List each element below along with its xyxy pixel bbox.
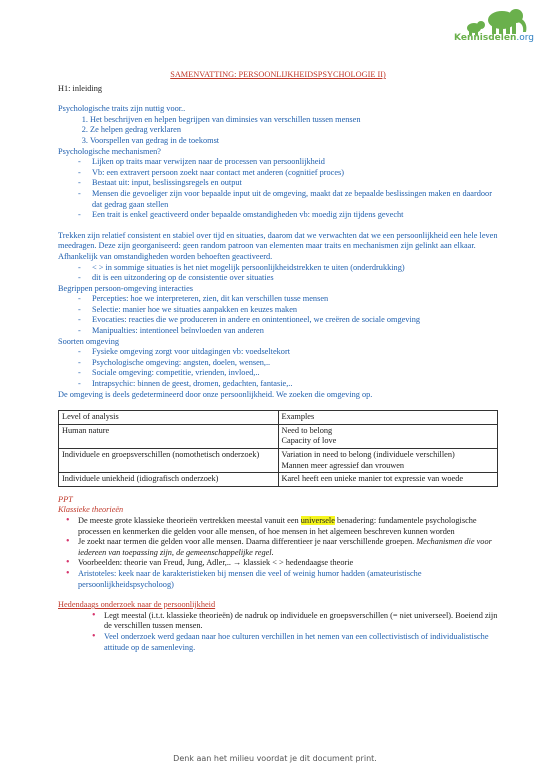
elephant-icon: [414, 6, 534, 36]
table-header-cell: Examples: [278, 411, 498, 425]
table-header-cell: Level of analysis: [59, 411, 279, 425]
environment-outro: De omgeving is deels gedetermineerd door onze persoonlijkheid. We zoeken die omgeving op.: [58, 389, 373, 399]
list-item: - Intrapsychic: binnen de geest, dromen, gedachten, fantasie,..: [78, 379, 498, 390]
chapter-heading: H1: inleiding: [58, 83, 103, 93]
list-item: - Sociale omgeving: competitie, vrienden, invloed,..: [78, 368, 498, 379]
list-item: - < > in sommige situaties is het niet mogelijk persoonlijkheidstrekken te uiten (onderdrukking): [78, 263, 498, 274]
list-item: - Percepties: hoe we interpreteren, zien, dit kan verschillen tusse mensen: [78, 294, 498, 305]
list-item: - Vb: een extravert persoon zoekt naar contact met anderen (cognitief proces): [78, 168, 498, 179]
modern-research-list: [92, 611, 498, 653]
list-item: - Manipualties: intentioneel beïnvloeden van anderen: [78, 326, 498, 337]
list-item: • Veel onderzoek werd gedaan naar hoe culturen verchillen in het nemen van een collectivistisch of individualistische attitude op de samenleving.: [92, 632, 498, 653]
list-item: - Psychologische omgeving: angsten, doelen, wensen,..: [78, 358, 498, 369]
traits-list: [78, 115, 498, 147]
consistency-list: [78, 263, 498, 284]
list-item: - Een trait is enkel geactiveerd onder bepaalde omstandigheden vb: moedig zijn tijdens gevecht: [78, 210, 498, 221]
logo-text: Kennisdelen.org: [454, 33, 534, 43]
mechanisms-intro: Psychologische mechanismen?: [58, 146, 161, 156]
table-row: [59, 449, 498, 473]
list-item: - dit is een uitzondering op de consistentie over situaties: [78, 273, 498, 284]
ppt-label: PPT: [58, 494, 73, 504]
concepts-list: [78, 294, 498, 336]
traits-section: [58, 104, 498, 221]
document-title: SAMENVATTING: PERSOONLIJKHEIDSPSYCHOLOGIE II): [170, 70, 386, 79]
levels-table: [58, 410, 498, 487]
list-item: • Je zoekt naar termen die gelden voor alle mensen. Daarna differentieer je naar verschillende groepen. Mechanismen die voor iedereen van toepassing zijn, de gemeenschappelijke regel.: [66, 537, 498, 558]
list-item: • De meeste grote klassieke theorieën vertrekken meestal vanuit een universele benadering: fundamentele psychologische processen en kenmerken die gelden voor alle mensen, of hoe mensen in het algemeen beschreven kunnen worden: [66, 516, 498, 537]
list-item: - Fysieke omgeving zorgt voor uitdagingen vb: voedseltekort: [78, 347, 498, 358]
table-cell: Individuele en groepsverschillen (nomothetisch onderzoek): [59, 449, 279, 473]
table-header-row: [59, 411, 498, 425]
consistency-paragraph: Trekken zijn relatief consistent en stabiel over tijd en situaties, daarom dat we verwachten dat we een persoonlijkheid een hele leven meedragen. Deze zijn georganiseerd: geen random patroon van elementen maar traits en mechanismen zijn gelinkt aan elkaar. Afhankelijk van omstandigheden worden behoeften geactiveerd.: [58, 230, 498, 261]
table-row: [59, 424, 498, 448]
list-item: • Voorbeelden: theorie van Freud, Jung, Adler,.. → klassiek < > hedendaagse theorie: [66, 558, 498, 569]
list-item: - Lijken op traits maar verwijzen naar de processen van persoonlijkheid: [78, 157, 498, 168]
list-item: 1. Het beschrijven en helpen begrijpen van diminsies van verschillen tussen mensen: [90, 115, 498, 126]
highlighted-word: universele: [300, 515, 335, 525]
table-cell: Variation in need to belong (individuele verschillen) Mannen meer agressief dan vrouwen: [278, 449, 498, 473]
list-item: • Aristoteles: keek naar de karakteristieken bij mensen die veel of weinig humor hadden (amateuristische persoonlijkheidspsycholoog): [66, 569, 498, 590]
table-row: [59, 473, 498, 487]
concepts-intro: Begrippen persoon-omgeving interacties: [58, 283, 194, 293]
list-item: • Legt meestal (i.t.t. klassieke theorieën) de nadruk op individuele en groepsverschillen (= niet universeel). Boeiend zijn de verschillen tussen mensen.: [92, 611, 498, 632]
kennisdelen-logo: [414, 6, 534, 50]
mechanisms-list: [78, 157, 498, 221]
list-item: 2. Ze helpen gedrag verklaren: [90, 125, 498, 136]
page-footer: Denk aan het milieu voordat je dit document print.: [173, 754, 377, 763]
modern-research-label: Hedendaags onderzoek naar de persoonlijkheid: [58, 600, 216, 610]
classic-theories-label: Klassieke theorieën: [58, 505, 124, 515]
consistency-section: [58, 231, 498, 401]
traits-intro: Psychologische traits zijn nuttig voor..: [58, 104, 186, 114]
table-cell: Individuele uniekheid (idiografisch onderzoek): [59, 473, 279, 487]
list-item: 3. Voorspellen van gedrag in de toekomst: [90, 136, 498, 147]
list-item: - Bestaat uit: input, beslissingsregels en output: [78, 178, 498, 189]
environment-list: [78, 347, 498, 389]
environment-intro: Soorten omgeving: [58, 336, 120, 346]
list-item: - Evocaties: reacties die we produceren in andere en onintentioneel, we creëren de sociale omgeving: [78, 315, 498, 326]
table-cell: Karel heeft een unieke manier tot expressie van woede: [278, 473, 498, 487]
classic-theories-list: [66, 516, 498, 590]
list-item: - Mensen die gevoeliger zijn voor bepaalde input uit de omgeving, maakt dat ze bepaalde beslissingen maken en daardoor dat gedrag gaan stellen: [78, 189, 498, 210]
document-body: [58, 70, 498, 653]
table-cell: Human nature: [59, 424, 279, 448]
list-item: - Selectie: manier hoe we situaties aanpakken en keuzes maken: [78, 305, 498, 316]
table-cell: Need to belong Capacity of love: [278, 424, 498, 448]
